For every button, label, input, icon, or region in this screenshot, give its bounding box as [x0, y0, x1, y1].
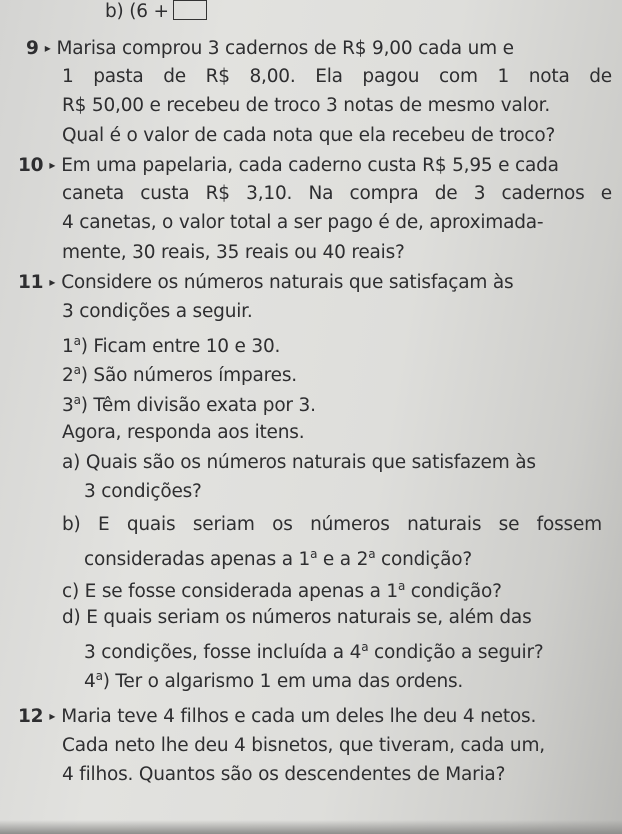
condition-1: 1$^a$) Ficam entre 10 e 30.	[62, 334, 281, 357]
item-d-line-2: 3 condições, fosse incluída a 4$^a$ condição a seguir?	[84, 640, 544, 663]
item-c: c) E se fosse considerada apenas a 1$^a$ condição?	[62, 579, 502, 602]
item-d-line-1: d) E quais seriam os números naturais se, além das	[62, 607, 532, 628]
condition-4: 4$^a$) Ter o algarismo 1 em uma das ordens.	[84, 669, 464, 692]
q11-prompt: Agora, responda aos itens.	[62, 422, 305, 443]
page-edge-shadow	[0, 820, 622, 834]
question-number: 10	[18, 155, 44, 176]
item-b-expression	[105, 0, 207, 23]
q12-line-2: Cada neto lhe deu 4 bisnetos, que tiveram, cada um,	[62, 735, 545, 756]
expression-text: (6 +	[129, 1, 169, 22]
arrow-icon: ▸	[49, 158, 56, 172]
question-number: 11	[18, 272, 44, 293]
question-number: 12	[18, 706, 44, 727]
q12-line-1: 12 ▸ Maria teve 4 filhos e cada um deles lhe deu 4 netos.	[18, 706, 537, 727]
q11-line-2: 3 condições a seguir.	[62, 301, 253, 322]
q9-line-1: 9 ▸ Marisa comprou 3 cadernos de R$ 9,00 cada um e	[26, 38, 514, 59]
item-a-line-1: a) Quais são os números naturais que satisfazem às	[62, 452, 536, 473]
arrow-icon: ▸	[49, 275, 56, 289]
q9-line-2: 1 pasta de R$ 8,00. Ela pagou com 1 nota de	[62, 66, 612, 87]
q10-line-2: caneta custa R$ 3,10. Na compra de 3 cadernos e	[62, 183, 612, 204]
q11-line-1: 11 ▸ Considere os números naturais que satisfaçam às	[18, 272, 514, 293]
q10-line-4: mente, 30 reais, 35 reais ou 40 reais?	[62, 242, 405, 263]
q10-line-3: 4 canetas, o valor total a ser pago é de, aproximada-	[62, 212, 544, 233]
arrow-icon: ▸	[44, 41, 51, 55]
condition-3: 3$^a$) Têm divisão exata por 3.	[62, 393, 316, 416]
q9-line-3: R$ 50,00 e recebeu de troco 3 notas de mesmo valor.	[62, 95, 551, 116]
item-a-line-2: 3 condições?	[84, 481, 202, 502]
item-b-label: b)	[105, 1, 124, 22]
arrow-icon: ▸	[49, 709, 56, 723]
q10-line-1: 10 ▸ Em uma papelaria, cada caderno custa R$ 5,95 e cada	[18, 155, 559, 176]
condition-2: 2$^a$) São números ímpares.	[62, 363, 297, 386]
question-number: 9	[26, 38, 39, 59]
answer-box	[173, 0, 207, 20]
q12-line-3: 4 filhos. Quantos são os descendentes de Maria?	[62, 764, 506, 785]
item-b-line-2: consideradas apenas a 1$^a$ e a 2$^a$ condição?	[84, 547, 472, 570]
q9-line-4: Qual é o valor de cada nota que ela recebeu de troco?	[62, 125, 556, 146]
item-b-line-1: b) E quais seriam os números naturais se fossem	[62, 514, 602, 535]
